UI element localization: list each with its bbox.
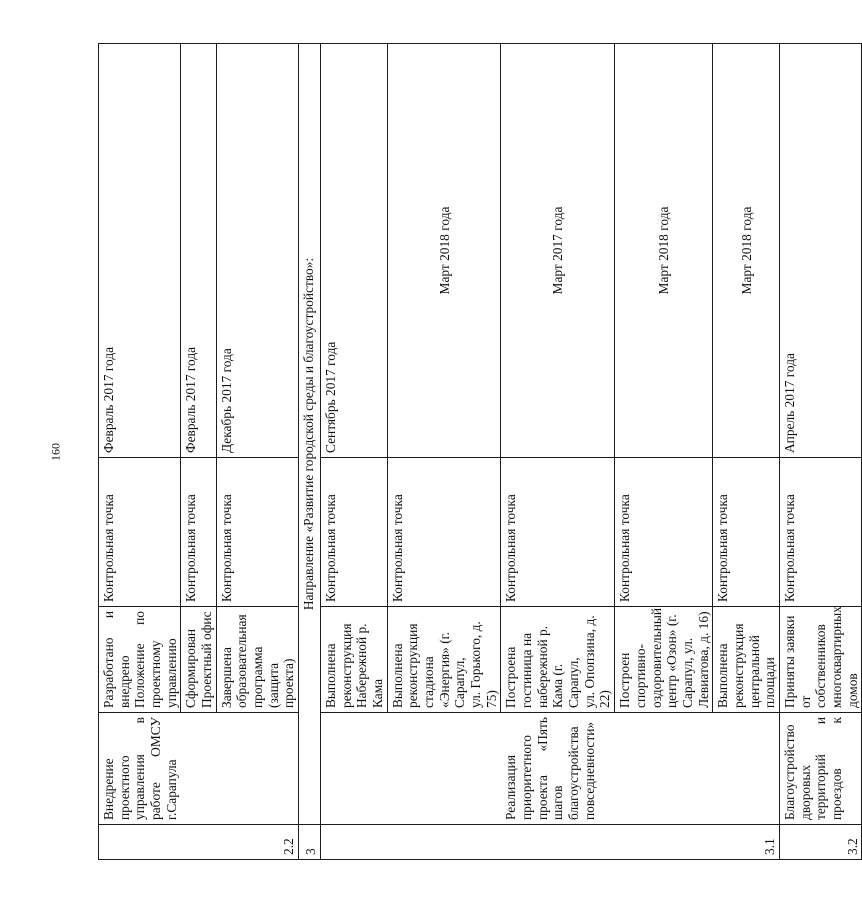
result-line: Выполнена реконструкция [389,623,421,708]
result-line: Выполнена реконструкция [323,623,354,708]
type-cell: Контрольная точка [181,458,216,607]
table-row [99,44,181,860]
result-line: программа (защита проекта) [250,646,297,708]
result-cell [321,607,388,713]
event-line: проекта «Пять шагов [534,717,566,820]
result-line: Завершена образовательная [218,614,250,708]
event-line: Внедрение проектного [101,755,132,820]
date-cell: Март 2017 года [501,44,615,458]
section-row [299,44,321,860]
result-cell [181,607,216,713]
result-line: Построена гостиница на [503,632,535,708]
event-line: территорий и проездов к [813,717,844,820]
date-cell: Март 2018 года [713,44,780,458]
type-cell: Контрольная точка [501,458,615,607]
result-line: многоквартирных домов [828,606,860,708]
result-cell [501,607,615,713]
type-cell: Контрольная точка [779,458,861,607]
date-cell: Апрель 2017 года [779,44,861,458]
result-line: Набережной р. Кама [354,623,386,708]
row-number: 3.2 [779,825,861,860]
result-cell [216,607,298,713]
row-number: 2.2 [99,825,299,860]
result-cell [387,607,501,713]
date-cell: Декабрь 2017 года [216,44,298,458]
result-line: ул. Горького, д. 75) [468,621,499,708]
event-cell [779,713,861,825]
row-number: 3.1 [321,825,780,860]
type-cell: Контрольная точка [387,458,501,607]
event-line: Реализация приоритетного [503,735,535,820]
event-line: благоустройства [566,726,582,820]
event-cell [321,713,780,825]
result-line: стадиона «Энергия» (г. Сарапул, [421,632,468,708]
type-cell: Контрольная точка [321,458,388,607]
result-cell [99,607,181,713]
result-line: Выполнена реконструкция [715,623,746,708]
result-line: Приняты заявки от собственников [781,615,829,708]
plan-table [98,43,862,860]
result-line: управлению [163,638,179,708]
result-line: Разработано и внедрено [101,611,132,708]
page-number: 160 [48,443,63,461]
type-cell: Контрольная точка [216,458,298,607]
result-line: Построен спортивно- [617,644,648,708]
result-line: Сарапул, ул. Левиатова, д. 16) [679,611,711,708]
date-cell: Февраль 2017 года [99,44,181,458]
type-cell: Контрольная точка [99,458,181,607]
event-line: повседневности» [581,721,597,820]
event-line: г.Сарапула [163,759,179,820]
date-cell: Март 2018 года [615,44,713,458]
event-line: Благоустройство дворовых [781,724,813,820]
result-line: ул. Опопзина, д. 22) [581,615,613,708]
section-title: Направление «Развитие городской среды и благоустройство»: [299,44,321,825]
result-cell [713,607,780,713]
result-line: Сформирован Проектный офис [183,611,215,708]
event-line: управления в работе ОМСУ [132,717,164,820]
result-line: Положение по проектному [132,611,164,708]
date-cell: Март 2018 года [387,44,501,458]
event-cell [99,713,299,825]
type-cell: Контрольная точка [713,458,780,607]
result-line: центральной площади [746,635,778,708]
type-cell: Контрольная точка [615,458,713,607]
date-cell: Сентябрь 2017 года [321,44,388,458]
result-line: оздоровительный центр «Озон» (г. [648,607,680,708]
result-cell [779,607,861,713]
date-cell: Февраль 2017 года [181,44,216,458]
table-row [779,44,861,860]
table-row [321,44,388,860]
section-number: 3 [299,825,321,860]
result-cell [615,607,713,713]
result-line: набережной р. Кама (г. Сарапул, [534,626,582,708]
